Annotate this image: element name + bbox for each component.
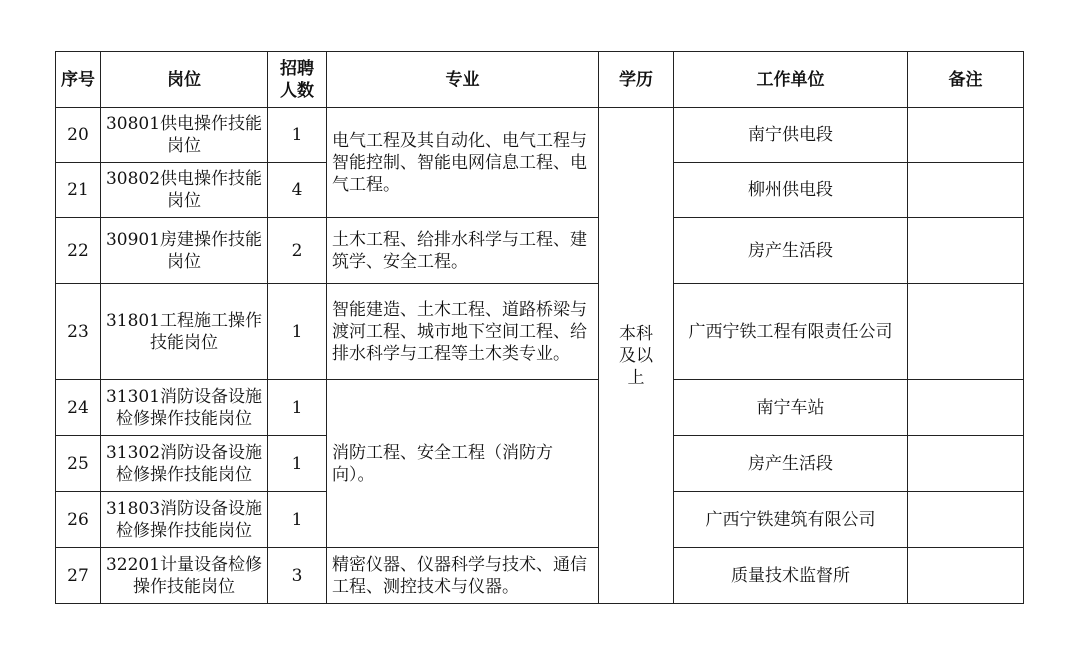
major-electric: 电气工程及其自动化、电气工程与智能控制、智能电网信息工程、电气工程。 [327, 108, 599, 218]
row-count: 1 [268, 492, 327, 548]
major-fire: 消防工程、安全工程（消防方向）。 [327, 380, 599, 548]
header-position: 岗位 [101, 52, 268, 108]
education-value: 本科及以上 [619, 323, 653, 388]
header-count: 招聘人数 [268, 52, 327, 108]
row-unit: 广西宁铁工程有限责任公司 [674, 284, 908, 380]
row-seq: 26 [56, 492, 101, 548]
row-seq: 24 [56, 380, 101, 436]
row-count: 1 [268, 436, 327, 492]
header-note: 备注 [908, 52, 1024, 108]
row-position: 31803消防设备设施检修操作技能岗位 [101, 492, 268, 548]
header-major: 专业 [327, 52, 599, 108]
table-row [56, 548, 1024, 604]
row-seq: 23 [56, 284, 101, 380]
table-row [56, 380, 1024, 436]
row-unit: 南宁供电段 [674, 108, 908, 163]
row-seq: 25 [56, 436, 101, 492]
recruitment-table [55, 51, 1024, 604]
header-unit: 工作单位 [674, 52, 908, 108]
major-civil: 土木工程、给排水科学与工程、建筑学、安全工程。 [327, 218, 599, 284]
row-seq: 20 [56, 108, 101, 163]
row-position: 31301消防设备设施检修操作技能岗位 [101, 380, 268, 436]
row-position: 31801工程施工操作技能岗位 [101, 284, 268, 380]
table-row [56, 108, 1024, 163]
row-note [908, 108, 1024, 163]
row-note [908, 380, 1024, 436]
major-construction: 智能建造、土木工程、道路桥梁与渡河工程、城市地下空间工程、给排水科学与工程等土木类专业。 [327, 284, 599, 380]
row-unit: 广西宁铁建筑有限公司 [674, 492, 908, 548]
row-position: 31302消防设备设施检修操作技能岗位 [101, 436, 268, 492]
header-row [56, 52, 1024, 108]
row-seq: 21 [56, 163, 101, 218]
row-seq: 27 [56, 548, 101, 604]
major-instrument: 精密仪器、仪器科学与技术、通信工程、测控技术与仪器。 [327, 548, 599, 604]
row-note [908, 218, 1024, 284]
row-seq: 22 [56, 218, 101, 284]
row-count: 4 [268, 163, 327, 218]
row-unit: 南宁车站 [674, 380, 908, 436]
row-count: 1 [268, 380, 327, 436]
table-row [56, 284, 1024, 380]
row-count: 2 [268, 218, 327, 284]
row-position: 32201计量设备检修操作技能岗位 [101, 548, 268, 604]
row-position: 30802供电操作技能岗位 [101, 163, 268, 218]
row-unit: 质量技术监督所 [674, 548, 908, 604]
header-education: 学历 [599, 52, 674, 108]
row-count: 3 [268, 548, 327, 604]
row-count: 1 [268, 284, 327, 380]
row-note [908, 548, 1024, 604]
row-unit: 房产生活段 [674, 218, 908, 284]
row-note [908, 492, 1024, 548]
row-position: 30801供电操作技能岗位 [101, 108, 268, 163]
row-note [908, 284, 1024, 380]
row-position: 30901房建操作技能岗位 [101, 218, 268, 284]
header-seq: 序号 [56, 52, 101, 108]
row-note [908, 436, 1024, 492]
row-count: 1 [268, 108, 327, 163]
table-row [56, 218, 1024, 284]
row-unit: 房产生活段 [674, 436, 908, 492]
education-cell [599, 108, 674, 604]
row-unit: 柳州供电段 [674, 163, 908, 218]
row-note [908, 163, 1024, 218]
